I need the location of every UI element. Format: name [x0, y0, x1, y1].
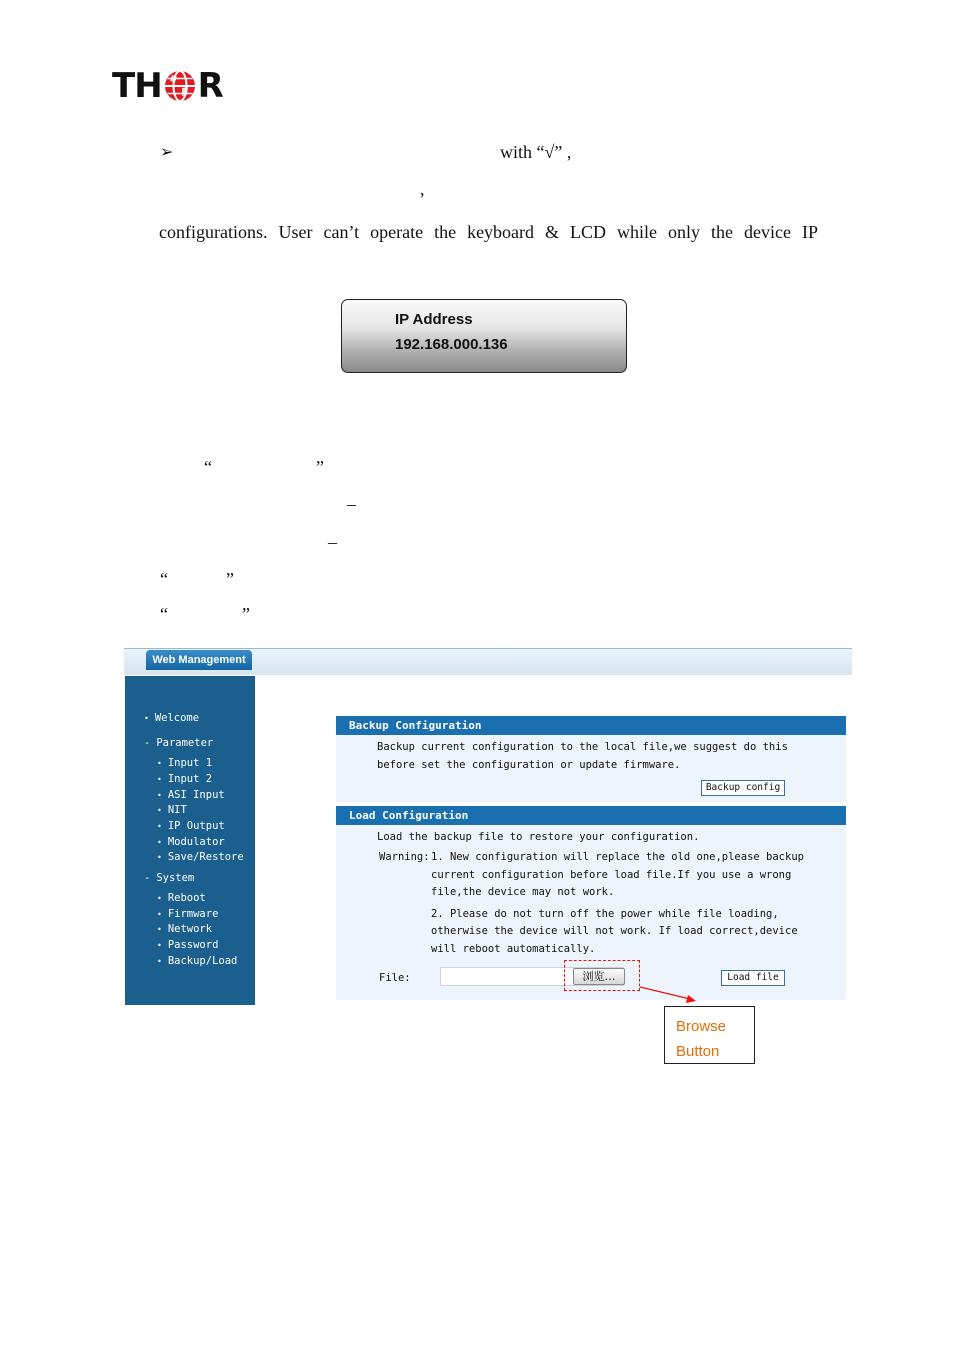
sidebar-item-label: Reboot	[167, 892, 206, 904]
dash-mark: –	[347, 494, 356, 514]
bullet-icon: •	[157, 822, 162, 831]
browse-callout	[664, 1006, 755, 1064]
warning-line: 1. New configuration will replace the old one,please backup	[431, 851, 804, 863]
bullet-icon: •	[157, 925, 162, 934]
warning-line: otherwise the device will not work. If load correct,device	[431, 925, 798, 937]
lcd-ip-value: 192.168.000.136	[395, 336, 508, 353]
bullet-icon: •	[157, 775, 162, 784]
quote-close: ”	[242, 604, 250, 624]
bullet-arrow-icon: ➢	[160, 142, 174, 161]
sidebar-item-label: NIT	[167, 804, 187, 816]
backup-desc-line: before set the configuration or update firmware.	[377, 759, 681, 771]
quote-close: ”	[226, 569, 234, 589]
backup-config-title: Backup Configuration	[336, 716, 846, 735]
sidebar-group-label: System	[156, 872, 195, 884]
sidebar-item-label: Input 2	[167, 773, 213, 785]
callout-line: Button	[676, 1043, 720, 1060]
backup-config-button[interactable]: Backup config	[701, 780, 785, 796]
sidebar-item-label: Network	[167, 923, 213, 935]
sidebar-item-label: Input 1	[167, 757, 213, 769]
bullet-icon: •	[157, 838, 162, 847]
sidebar-group-label: Parameter	[156, 737, 214, 749]
load-file-button[interactable]: Load file	[721, 970, 785, 986]
bullet-icon: •	[157, 910, 162, 919]
bullet-icon: •	[157, 806, 162, 815]
dash-mark: –	[328, 532, 337, 552]
quote-close: ”	[316, 457, 324, 477]
sidebar-item-label: Modulator	[167, 836, 225, 848]
bullet-icon: •	[157, 791, 162, 800]
logo-text-left: TH	[112, 66, 162, 106]
sidebar-item-label: Backup/Load	[167, 955, 238, 967]
body-paragraph-line: configurations. User can’t operate the keyboard & LCD while only the device IP	[159, 222, 818, 242]
load-config-title: Load Configuration	[336, 806, 846, 825]
callout-line: Browse	[676, 1018, 727, 1035]
sidebar-item-label: ASI Input	[167, 789, 225, 801]
lcd-label: IP Address	[395, 311, 473, 328]
quote-open: “	[160, 569, 168, 589]
logo-text-right: R	[197, 66, 223, 106]
tab-web-management[interactable]: Web Management	[146, 650, 252, 670]
warning-line: file,the device may not work.	[431, 886, 615, 898]
bullet-icon: •	[157, 894, 162, 903]
collapse-icon: -	[144, 872, 151, 884]
warning-label: Warning:	[379, 851, 430, 863]
warning-line: 2. Please do not turn off the power while file loading,	[431, 908, 779, 920]
stray-comma: ,	[420, 179, 425, 199]
sidebar-item-label: Save/Restore	[167, 851, 244, 863]
collapse-icon: -	[144, 737, 151, 749]
file-label: File:	[379, 972, 411, 984]
sidebar-item-label: Welcome	[154, 712, 200, 724]
quote-open: “	[160, 604, 168, 624]
warning-line: will reboot automatically.	[431, 943, 596, 955]
sidebar-item-label: IP Output	[167, 820, 225, 832]
sidebar-item-label: Password	[167, 939, 219, 951]
bullet-icon: •	[157, 759, 162, 768]
with-check-text: with “√” ,	[500, 142, 572, 162]
bullet-icon: •	[157, 941, 162, 950]
bullet-icon: •	[157, 853, 162, 862]
quote-open: “	[204, 457, 212, 477]
warning-line: current configuration before load file.If you use a wrong	[431, 869, 792, 881]
backup-desc-line: Backup current configuration to the local file,we suggest do this	[377, 741, 788, 753]
bullet-icon: •	[157, 957, 162, 966]
browse-button[interactable]: 浏览…	[573, 968, 625, 985]
load-desc: Load the backup file to restore your configuration.	[377, 831, 700, 843]
sidebar-item-label: Firmware	[167, 908, 219, 920]
bullet-icon: •	[144, 714, 149, 723]
